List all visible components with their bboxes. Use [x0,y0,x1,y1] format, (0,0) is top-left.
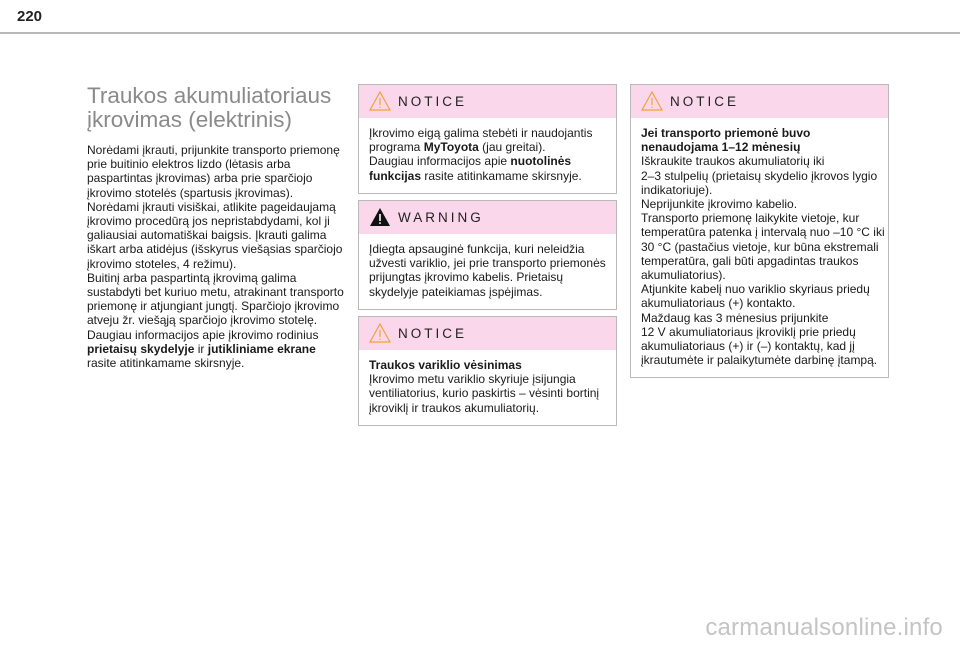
body-line [369,169,606,183]
warning-triangle-icon [369,207,391,227]
notice-box-cooling [358,316,617,426]
body-line: Įkrovimo metu variklio skyriuje įsijungia [369,372,576,387]
body-line: 12 V akumuliatoriaus įkroviklį prie priedų [641,324,856,339]
bold-heading: Jei transporto priemonė buvo [641,126,811,140]
section-title [87,84,344,132]
notice-body [359,118,616,193]
body-line: Iškraukite traukos akumuliatorių iki [641,154,825,169]
body-line: 2–3 stulpelių (prietaisų skydelio įkrovos lygio [641,168,878,183]
title-line: Traukos akumuliatoriaus [87,83,332,108]
body-line: sustabdyti bet kuriuo metu, atrakinant transporto [87,285,344,300]
inline-text: rasite atitinkamame skirsnyje. [421,168,582,183]
inline-text: (jau greitai). [478,140,546,155]
body-line: akumuliatoriaus (+) kontakto. [641,296,796,311]
body-line: užvesti variklio, jei prie transporto priemonės [369,256,606,271]
bold-term: jutikliniame ekrane [207,341,316,356]
inline-text: ir [194,341,208,356]
body-line: priemonę ir atjungiant jungtį. Sparčiojo įkrovimo [87,299,340,314]
body-line: skydelyje pateikiamas įspėjimas. [369,284,543,299]
body-line [369,154,606,168]
caution-triangle-icon [369,91,391,111]
body-line [87,342,344,356]
body-line: akumuliatoriaus (+) ir (–) kontaktų, kad jį [641,339,855,354]
body-line: Transporto priemonę laikykite vietoje, kur [641,211,860,226]
bold-heading: Traukos variklio vėsinimas [369,358,522,372]
body-line: Daugiau informacijos apie įkrovimo rodinius [87,327,319,342]
body-line: paspartintas įkrovimas) arba prie sparčiojo [87,171,313,186]
body-line: temperatūra, gali būti apgadintas traukos [641,253,859,268]
caution-triangle-icon [369,323,391,343]
page-number: 220 [17,8,43,25]
notice-heading [641,140,878,154]
warning-header [359,201,616,234]
bold-term: funkcijas [369,168,422,183]
inline-text: programa [369,140,424,155]
notice-header [359,317,616,350]
title-line: įkrovimas (elektrinis) [87,107,293,132]
body-line: Norėdami įkrauti visiškai, atlikite pageidaujamą [87,199,336,214]
body-line: temperatūra patenka į intervalą nuo –10 °C iki [641,225,885,240]
body-line: iškart arba atidėjus (išskyrus viešąsias sparčiojo [87,242,343,257]
notice-label: NOTICE [398,326,468,341]
site-watermark: carmanualsonline.info [705,614,943,641]
notice-label: NOTICE [398,94,468,109]
body-line: galiausiai automatiškai baigsis. Įkrauti galima [87,228,327,243]
body-line: įkrautumėte ir palaikytumėte darbinę įtampą. [641,353,878,368]
warning-body [359,234,616,309]
caution-triangle-icon [641,91,663,111]
notice-label: NOTICE [670,94,740,109]
body-line: Maždaug kas 3 mėnesius prijunkite [641,310,829,325]
body-line: įkrovimo stotelės (spartusis įkrovimas). [87,185,294,200]
warning-label: WARNING [398,210,484,225]
body-line: rasite atitinkamame skirsnyje. [87,356,245,371]
notice-body [631,118,888,377]
body-line: Įdiegta apsauginė funkcija, kuri neleidžia [369,242,585,256]
body-line: Norėdami įkrauti, prijunkite transporto priemonę [87,143,340,157]
body-line: prie buitinio elektros lizdo (lėtasis arba [87,157,291,172]
inline-text: Daugiau informacijos apie [369,154,511,169]
bold-heading: nenaudojama 1–12 mėnesių [641,140,801,155]
body-line: atveju žr. viešąją sparčiojo įkrovimo stotelę. [87,313,318,328]
notice-header [359,85,616,118]
bold-term: MyToyota [423,140,479,155]
body-line: indikatoriuje). [641,182,713,197]
notice-heading [641,126,878,140]
main-section [87,84,344,370]
body-line: Neprijunkite įkrovimo kabelio. [641,197,798,212]
body-line: Įkrovimo eigą galima stebėti ir naudojantis [369,126,593,140]
body-line: 30 °C (pastačius vietoje, kur būna ekstremali [641,239,879,254]
body-line: ventiliatorius, kurio paskirtis – vėsinti bortinį [369,386,600,401]
body-line: įkrovimo procedūrą jos nepristabdydami, kol ji [87,214,330,229]
notice-box-monitoring [358,84,617,194]
notice-heading [369,358,606,372]
notice-box-storage [630,84,889,378]
body-line: prijungtas įkrovimo kabelis. Prietaisų [369,270,564,285]
body-line: įkrovimo stoteles, 4 režimu). [87,256,237,271]
body-line [369,140,606,154]
bold-term: prietaisų skydelyje [87,341,195,356]
body-line: akumuliatorius). [641,268,726,283]
body-line: Buitinį arba paspartintą įkrovimą galima [87,270,297,285]
main-body [87,143,344,370]
top-divider [0,32,960,34]
bold-term: nuotolinės [510,154,572,169]
body-line: Atjunkite kabelį nuo variklio skyriaus priedų [641,282,870,297]
notice-header [631,85,888,118]
body-line: įkroviklį ir traukos akumuliatorių. [369,400,540,415]
warning-box [358,200,617,310]
notice-body [359,350,616,425]
